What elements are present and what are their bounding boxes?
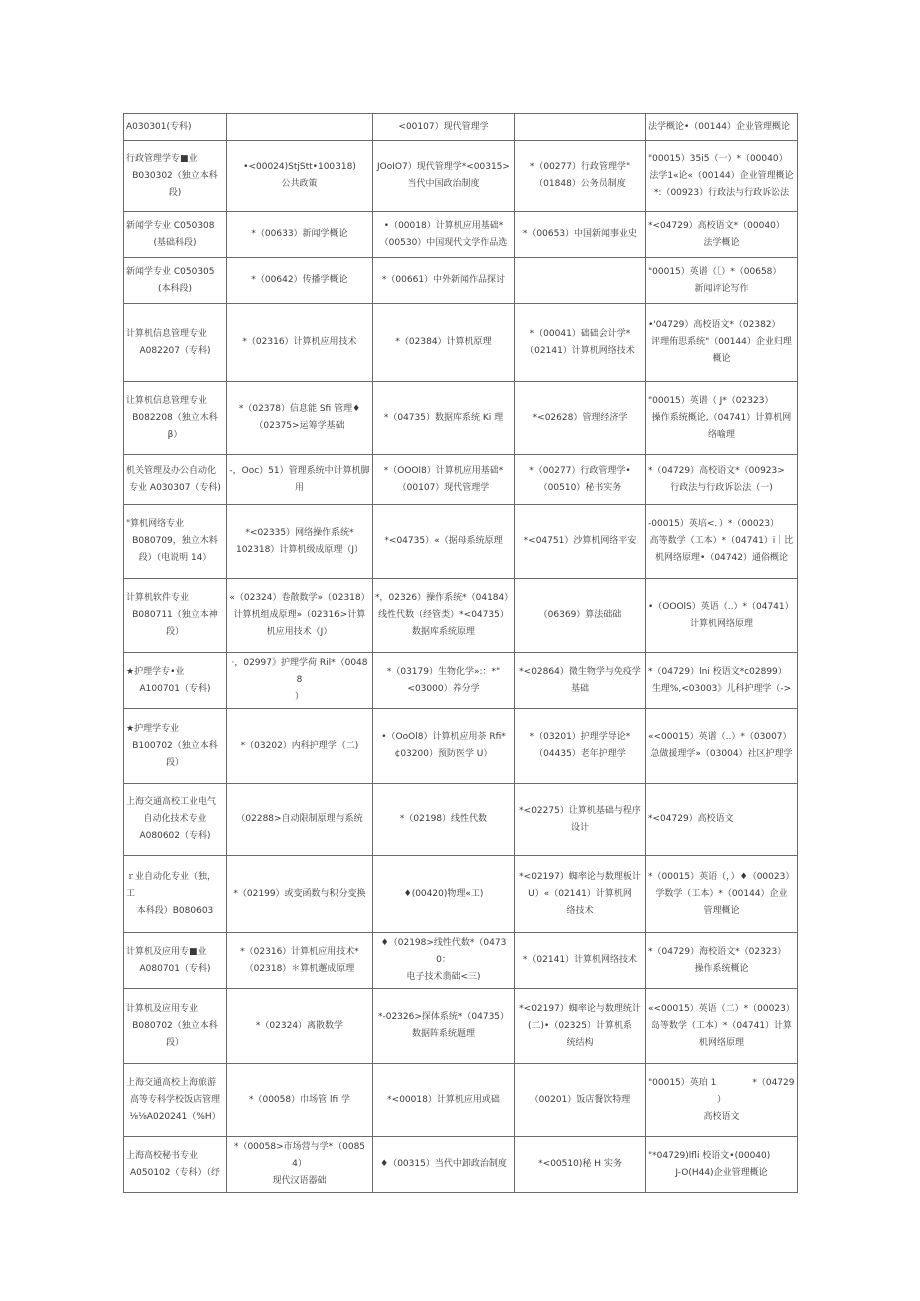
cell-line: 计算机及应用专业 <box>126 1003 199 1014</box>
cell-line: 上海高校秘书专业 <box>126 1150 199 1161</box>
cell-line: 基础 <box>570 683 589 694</box>
cell-line: *<02864）微生物学与免疫学 <box>519 666 641 677</box>
cell-line: 行政法与行政诉讼法（一) <box>670 482 773 493</box>
table-cell <box>373 505 515 579</box>
table-cell <box>646 382 798 455</box>
table-cell <box>373 653 515 709</box>
table-cell <box>646 856 798 933</box>
cell-line: 数据阵系统题理 <box>411 1029 475 1039</box>
cell-line: 法学概论•（00144）企业管理概论 <box>648 121 790 132</box>
cell-line: 电子技术翡础<三) <box>406 972 481 982</box>
cell-line: 现代汉语器础 <box>272 1176 327 1186</box>
table-cell <box>515 304 646 382</box>
cell-line: （02141）计算机网络技术 <box>525 345 635 356</box>
cell-line: *（04729）高校语文*（00923> <box>648 465 785 476</box>
cell-line: ·，02997》护理学荷 Ril*（00488 <box>231 658 368 685</box>
table-cell <box>515 1064 646 1137</box>
cell-line: *（02378）信息能 Sfi 管理♦ <box>238 404 361 414</box>
table-cell <box>227 258 373 304</box>
table-cell <box>515 579 646 653</box>
table-cell <box>646 258 798 304</box>
table-cell <box>373 579 515 653</box>
cell-line: 机应用技术（J） <box>266 627 333 637</box>
table-cell <box>124 505 227 579</box>
table-cell <box>227 114 373 141</box>
cell-line: 数据库系统原理 <box>411 627 475 637</box>
table-cell <box>373 212 515 258</box>
cell-line: 段） <box>165 1037 184 1048</box>
table-cell <box>124 709 227 784</box>
cell-line: 设计 <box>570 822 589 833</box>
cell-line: 当代中国政治制度 <box>407 179 480 189</box>
cell-line: <03000）养分学 <box>407 683 480 694</box>
table-cell <box>515 505 646 579</box>
table-row <box>124 114 798 141</box>
cell-line: *<02197）蜘率论与数理板计 <box>519 871 641 882</box>
table-cell <box>124 989 227 1064</box>
cell-line: *（OOOl8）计算机应用基础* <box>383 465 504 476</box>
cell-line: （02318）＊算机邂成原理 <box>244 963 355 974</box>
cell-line: «<00015）英谱（..）*（03007） <box>648 732 792 742</box>
table-row <box>124 258 798 304</box>
table-cell <box>646 304 798 382</box>
cell-line: "*04729)lfli 校语文•(00040) <box>648 1150 771 1161</box>
cell-line: •（00018）计算机应用基础* <box>383 220 504 231</box>
cell-line: 机网络原理 <box>698 1037 744 1048</box>
cell-line: 段） <box>165 627 184 637</box>
cell-line: (二)•（02325）计算机系 <box>528 1020 632 1031</box>
cell-line: ¢03200）预防医学 U） <box>394 749 493 759</box>
cell-line: （00530）中国现代文学作品选 <box>379 237 508 248</box>
cell-line: B080702（独立本科 <box>132 1020 218 1031</box>
table-cell <box>227 212 373 258</box>
table-cell <box>227 933 373 989</box>
cell-line: *（00642）传播学概论 <box>251 275 348 285</box>
cell-line: ★护理学专•业 <box>126 666 185 677</box>
cell-line: 高等专科学校饭店管理 <box>129 1094 220 1105</box>
cell-line: A080701（专科) <box>139 963 211 974</box>
table-row <box>124 784 798 856</box>
cell-line: 上海交通高校工业电气 <box>126 797 217 807</box>
cell-line: <00107）现代管理学 <box>398 121 489 132</box>
cell-line: 统结构 <box>566 1037 594 1048</box>
cell-line: "算机网络专业 <box>126 519 185 529</box>
table-cell <box>227 653 373 709</box>
cell-line: ⅛⅛A020241（%H） <box>129 1111 221 1122</box>
cell-line: 岛等数学（工本）*（04741）计算 <box>650 1020 793 1031</box>
cell-line: 急做援理学»（03004）社区护理学 <box>650 749 793 759</box>
cell-line: 用 <box>294 482 304 493</box>
cell-line: 新闻学专业 C050305 <box>126 266 215 277</box>
table-cell <box>646 114 798 141</box>
cell-line: *（03201）护理学导论* <box>529 732 631 742</box>
cell-line: *（03202）内科护理学（二) <box>240 740 359 751</box>
cell-line: 学数学（工本）*（00144）企业 <box>655 888 788 899</box>
cell-line: A030301(专科) <box>126 121 192 132</box>
cell-line: ♦（00315）当代中卸政治制度 <box>380 1159 507 1169</box>
table-cell <box>124 141 227 212</box>
table-cell <box>373 304 515 382</box>
cell-line: 线性代数（经管类）*<04735） <box>378 610 509 620</box>
table-cell <box>646 784 798 856</box>
table-cell <box>646 653 798 709</box>
cell-line: *，02326）操作系统*（04184） <box>375 593 514 603</box>
curriculum-table <box>123 113 798 1193</box>
table-cell <box>515 856 646 933</box>
table-cell <box>646 989 798 1064</box>
cell-line: (基础科段) <box>153 237 197 248</box>
table-cell <box>124 933 227 989</box>
cell-line: *（04729）海校语文*（02323） <box>648 946 787 957</box>
cell-line: *<04729）高校语文*（00040） <box>648 220 785 231</box>
cell-line: 高等数学（工本）*（04741）i｜比 <box>649 536 794 546</box>
table-cell <box>646 505 798 579</box>
table-row <box>124 1064 798 1137</box>
table-cell <box>515 1137 646 1193</box>
table-cell <box>124 304 227 382</box>
cell-line: 操作系统概论,（04741）计算机网 <box>651 412 792 423</box>
cell-line: JOoIO7）现代管理学*<00315> <box>377 162 510 172</box>
cell-line: ） <box>294 692 304 702</box>
cell-line: 段） <box>165 757 184 768</box>
table-row <box>124 382 798 455</box>
cell-line: *<04751）沙算机网络平安 <box>523 536 637 546</box>
table-cell <box>646 212 798 258</box>
table-cell <box>373 258 515 304</box>
table-cell <box>373 1064 515 1137</box>
cell-line: 评理侑思系统"（00144）企业归理 <box>651 337 792 347</box>
table-cell <box>124 653 227 709</box>
table-cell <box>515 141 646 212</box>
table-row <box>124 709 798 784</box>
cell-line: β） <box>167 429 183 440</box>
table-cell <box>373 933 515 989</box>
table-cell <box>373 382 515 455</box>
table-cell <box>646 455 798 505</box>
table-cell <box>227 856 373 933</box>
cell-line: ｒ业自动化专业（独，工 <box>126 871 217 899</box>
table-cell <box>227 784 373 856</box>
cell-line: *<04729）高校语文 <box>648 814 734 824</box>
cell-line: （01848）公务员制度 <box>534 179 626 189</box>
cell-line: 自动化技术专业 <box>143 814 207 824</box>
cell-line: *（00653）中国新闻事业史 <box>522 229 638 239</box>
table-cell <box>227 989 373 1064</box>
cell-line: （00201）饭店餐饮特理 <box>529 1094 631 1105</box>
table-cell <box>227 709 373 784</box>
cell-line: 机关管理及办公自动化 <box>126 465 217 476</box>
cell-line: 计算机组成原理»（02316>计算 <box>233 610 366 620</box>
table-cell <box>373 114 515 141</box>
cell-line: «<00015）英语（二）*（00023） <box>648 1003 795 1014</box>
cell-line: B082208（独立木科 <box>132 412 218 423</box>
cell-line: ♦(00420)物理«工) <box>403 888 484 899</box>
cell-line: 102318）计算机级成原理（J） <box>235 544 363 555</box>
cell-line: *（00277）行政管理学• <box>529 465 631 476</box>
cell-line: *（02316）计算机应用技术* <box>240 946 359 957</box>
cell-line: *（02199）或变函数与积分变换 <box>233 888 366 899</box>
cell-line: 机网络原理•（04742）通俗概论 <box>655 553 788 563</box>
cell-line: "00015）英珀 1 *（04729 <box>648 1077 795 1088</box>
cell-line: 计算机软件专业 <box>126 593 190 603</box>
cell-line: （02375>运筹学基础 <box>254 421 345 431</box>
table-cell <box>646 1064 798 1137</box>
table-cell <box>124 455 227 505</box>
cell-line: *（02316）计算机应用技术 <box>242 337 357 347</box>
table-cell <box>515 933 646 989</box>
cell-line: *（02198）线性代数 <box>399 814 488 824</box>
cell-line: *（03179）生物化学»:：*" <box>386 666 501 677</box>
cell-line: *<00510)秘 H 实务 <box>538 1159 622 1169</box>
cell-line: J-O(H44)企业管理概论 <box>675 1167 768 1178</box>
table-cell <box>373 1137 515 1193</box>
table-cell <box>124 579 227 653</box>
table-cell <box>515 382 646 455</box>
cell-line: •<00024)StjStt•100318) <box>243 162 356 172</box>
cell-line: *<00018）计算机应用或础 <box>387 1094 500 1105</box>
table-cell <box>124 114 227 141</box>
cell-line: 生理%,<03003》儿科护理学（-> <box>651 683 792 694</box>
cell-line: （00510）秘书实务 <box>538 482 622 493</box>
table-cell <box>515 784 646 856</box>
cell-line: 络喻理 <box>707 429 735 440</box>
table-cell <box>227 505 373 579</box>
table-cell <box>227 1064 373 1137</box>
cell-line: *:（00923）行政法与行政诉讼法 <box>653 187 790 198</box>
table-row <box>124 505 798 579</box>
cell-line: *（02384）计算机原理 <box>395 337 492 347</box>
table-cell <box>124 212 227 258</box>
cell-line: （04435）老年护理学 <box>534 749 626 759</box>
cell-line: *<02275）让算机基础与程序 <box>519 805 641 816</box>
cell-line: （06369）算法础础 <box>538 610 622 620</box>
table-row <box>124 455 798 505</box>
cell-line: ♦（02198>线性代数*（04730： <box>380 938 507 965</box>
cell-line: *（00633）新闻学概论 <box>251 229 348 239</box>
table-cell <box>515 989 646 1064</box>
cell-line: "00015）英谱（［）*（00658） <box>648 266 782 277</box>
cell-line: 上海交通高校上海旅游 <box>126 1077 217 1088</box>
cell-line: -，Ooc）51）管理系统中计算机脚 <box>229 465 370 476</box>
cell-line: «（02324）卷散数学»（02318） <box>229 593 370 603</box>
cell-line: 段）（电说明 14） <box>138 553 212 563</box>
cell-line: •（OoOl8）计算机应用荼 Rfi* <box>381 732 506 742</box>
cell-line: 公共政策 <box>281 179 318 189</box>
cell-line: -00015）英培<．）*（00023） <box>648 519 780 529</box>
cell-line: 专业 A030307（专科) <box>129 482 221 493</box>
cell-line: 段) <box>168 187 182 198</box>
table-cell <box>373 141 515 212</box>
cell-line: B100702（独立本科 <box>132 740 218 751</box>
table-cell <box>373 455 515 505</box>
cell-line: *（02141）计算机网络技术 <box>522 955 638 965</box>
table-cell <box>227 382 373 455</box>
cell-line: 本科段）B080603 <box>136 905 214 916</box>
cell-line: *-02326>探体系统*（04735） <box>377 1012 510 1022</box>
table-cell <box>124 382 227 455</box>
table-cell <box>124 1137 227 1193</box>
table-cell <box>646 709 798 784</box>
table-row <box>124 304 798 382</box>
table-cell <box>646 141 798 212</box>
table-row <box>124 856 798 933</box>
table-row <box>124 141 798 212</box>
table-cell <box>124 1064 227 1137</box>
table-cell <box>515 653 646 709</box>
cell-line: 操作系统概论 <box>694 963 749 974</box>
table-cell <box>373 709 515 784</box>
cell-line: "00015）英谱（ J*（02323） <box>648 395 774 406</box>
table-cell <box>227 455 373 505</box>
table-cell <box>373 989 515 1064</box>
table-row <box>124 1137 798 1193</box>
table-cell <box>373 856 515 933</box>
cell-line: B080711（独立本神 <box>132 610 218 620</box>
cell-line: 行政管理学专■业 <box>126 153 198 164</box>
curriculum-table-body <box>124 114 798 1193</box>
cell-line: *（00277）行政管理学" <box>529 162 631 172</box>
table-cell <box>124 258 227 304</box>
cell-line: •'04729）高校语文*（02382） <box>648 320 781 330</box>
table-row <box>124 653 798 709</box>
cell-line: •（OOOlS）英语（..）*（04741） <box>648 601 794 612</box>
cell-line: U）«（02141）计算机网 <box>528 888 632 899</box>
cell-line: 计算机及应用专■业 <box>126 946 207 957</box>
table-cell <box>227 579 373 653</box>
cell-line: 新闻评论写作 <box>694 283 749 294</box>
table-cell <box>227 1137 373 1193</box>
cell-line: *<02335）网络操作系统* <box>245 527 354 538</box>
table-row <box>124 989 798 1064</box>
table-cell <box>515 455 646 505</box>
cell-line: 管理概论 <box>703 905 740 916</box>
cell-line: *<04735）«（据母系统原理 <box>384 536 503 546</box>
cell-line: *<02628）管理经济学 <box>532 412 628 423</box>
cell-line: *（00058>市场营与学*（00854） <box>233 1142 366 1169</box>
cell-line: （02288>自动限制原理与系统 <box>236 814 363 824</box>
table-cell <box>515 709 646 784</box>
cell-line: *（00015）英语（，）♦（00023） <box>648 871 795 882</box>
cell-line: A082207（专科) <box>139 345 211 356</box>
cell-line: 法学1«论«（00144）企业管理概论 <box>649 170 794 181</box>
cell-line: *<02197）蜘率论与数理统计 <box>519 1003 641 1014</box>
cell-line: (本科段) <box>157 283 193 294</box>
table-cell <box>515 212 646 258</box>
table-row <box>124 933 798 989</box>
cell-line: B080709，独立木料 <box>132 536 218 546</box>
table-cell <box>227 304 373 382</box>
cell-line: 络技术 <box>566 905 594 916</box>
table-row <box>124 212 798 258</box>
cell-line: 新闻学专业 C050308 <box>126 220 215 231</box>
cell-line: 计算机网络原理 <box>689 618 753 629</box>
table-cell <box>124 856 227 933</box>
cell-line: 计算机信息管理专业 <box>126 328 208 339</box>
cell-line: 让算机信息管理专业 <box>126 395 208 406</box>
table-cell <box>124 784 227 856</box>
cell-line: *（02324）离散数学 <box>255 1020 344 1031</box>
cell-line: *（04735）数据库系统 Ki 理 <box>383 412 504 423</box>
cell-line: "00015）35i5（一）*（00040） <box>648 153 788 164</box>
cell-line: B030302（独立本科 <box>132 170 218 181</box>
table-cell <box>646 1137 798 1193</box>
cell-line: ★护理学专业 <box>126 723 180 734</box>
cell-line: *（04729）lni 校语文*c02899） <box>648 666 787 677</box>
table-row <box>124 579 798 653</box>
cell-line: （00107）现代管理学 <box>397 482 490 493</box>
table-cell <box>515 258 646 304</box>
table-cell <box>646 933 798 989</box>
cell-line: ） <box>716 1094 726 1105</box>
cell-line: *（00041）础础会计学* <box>529 328 631 339</box>
cell-line: A080602（专科) <box>139 831 211 841</box>
table-cell <box>373 784 515 856</box>
cell-line: A050102（专科）（纾 <box>129 1167 220 1178</box>
cell-line: A100701（专科) <box>139 683 211 694</box>
cell-line: *（00058）巾场管 lfi 学 <box>248 1094 351 1105</box>
table-cell <box>227 141 373 212</box>
table-cell <box>646 579 798 653</box>
table-cell <box>515 114 646 141</box>
cell-line: *（00661）中外新闻作品探讨 <box>381 275 506 285</box>
cell-line: 概论 <box>712 354 731 364</box>
cell-line: 高校语文 <box>703 1111 740 1122</box>
cell-line: 法学概论 <box>703 237 740 248</box>
